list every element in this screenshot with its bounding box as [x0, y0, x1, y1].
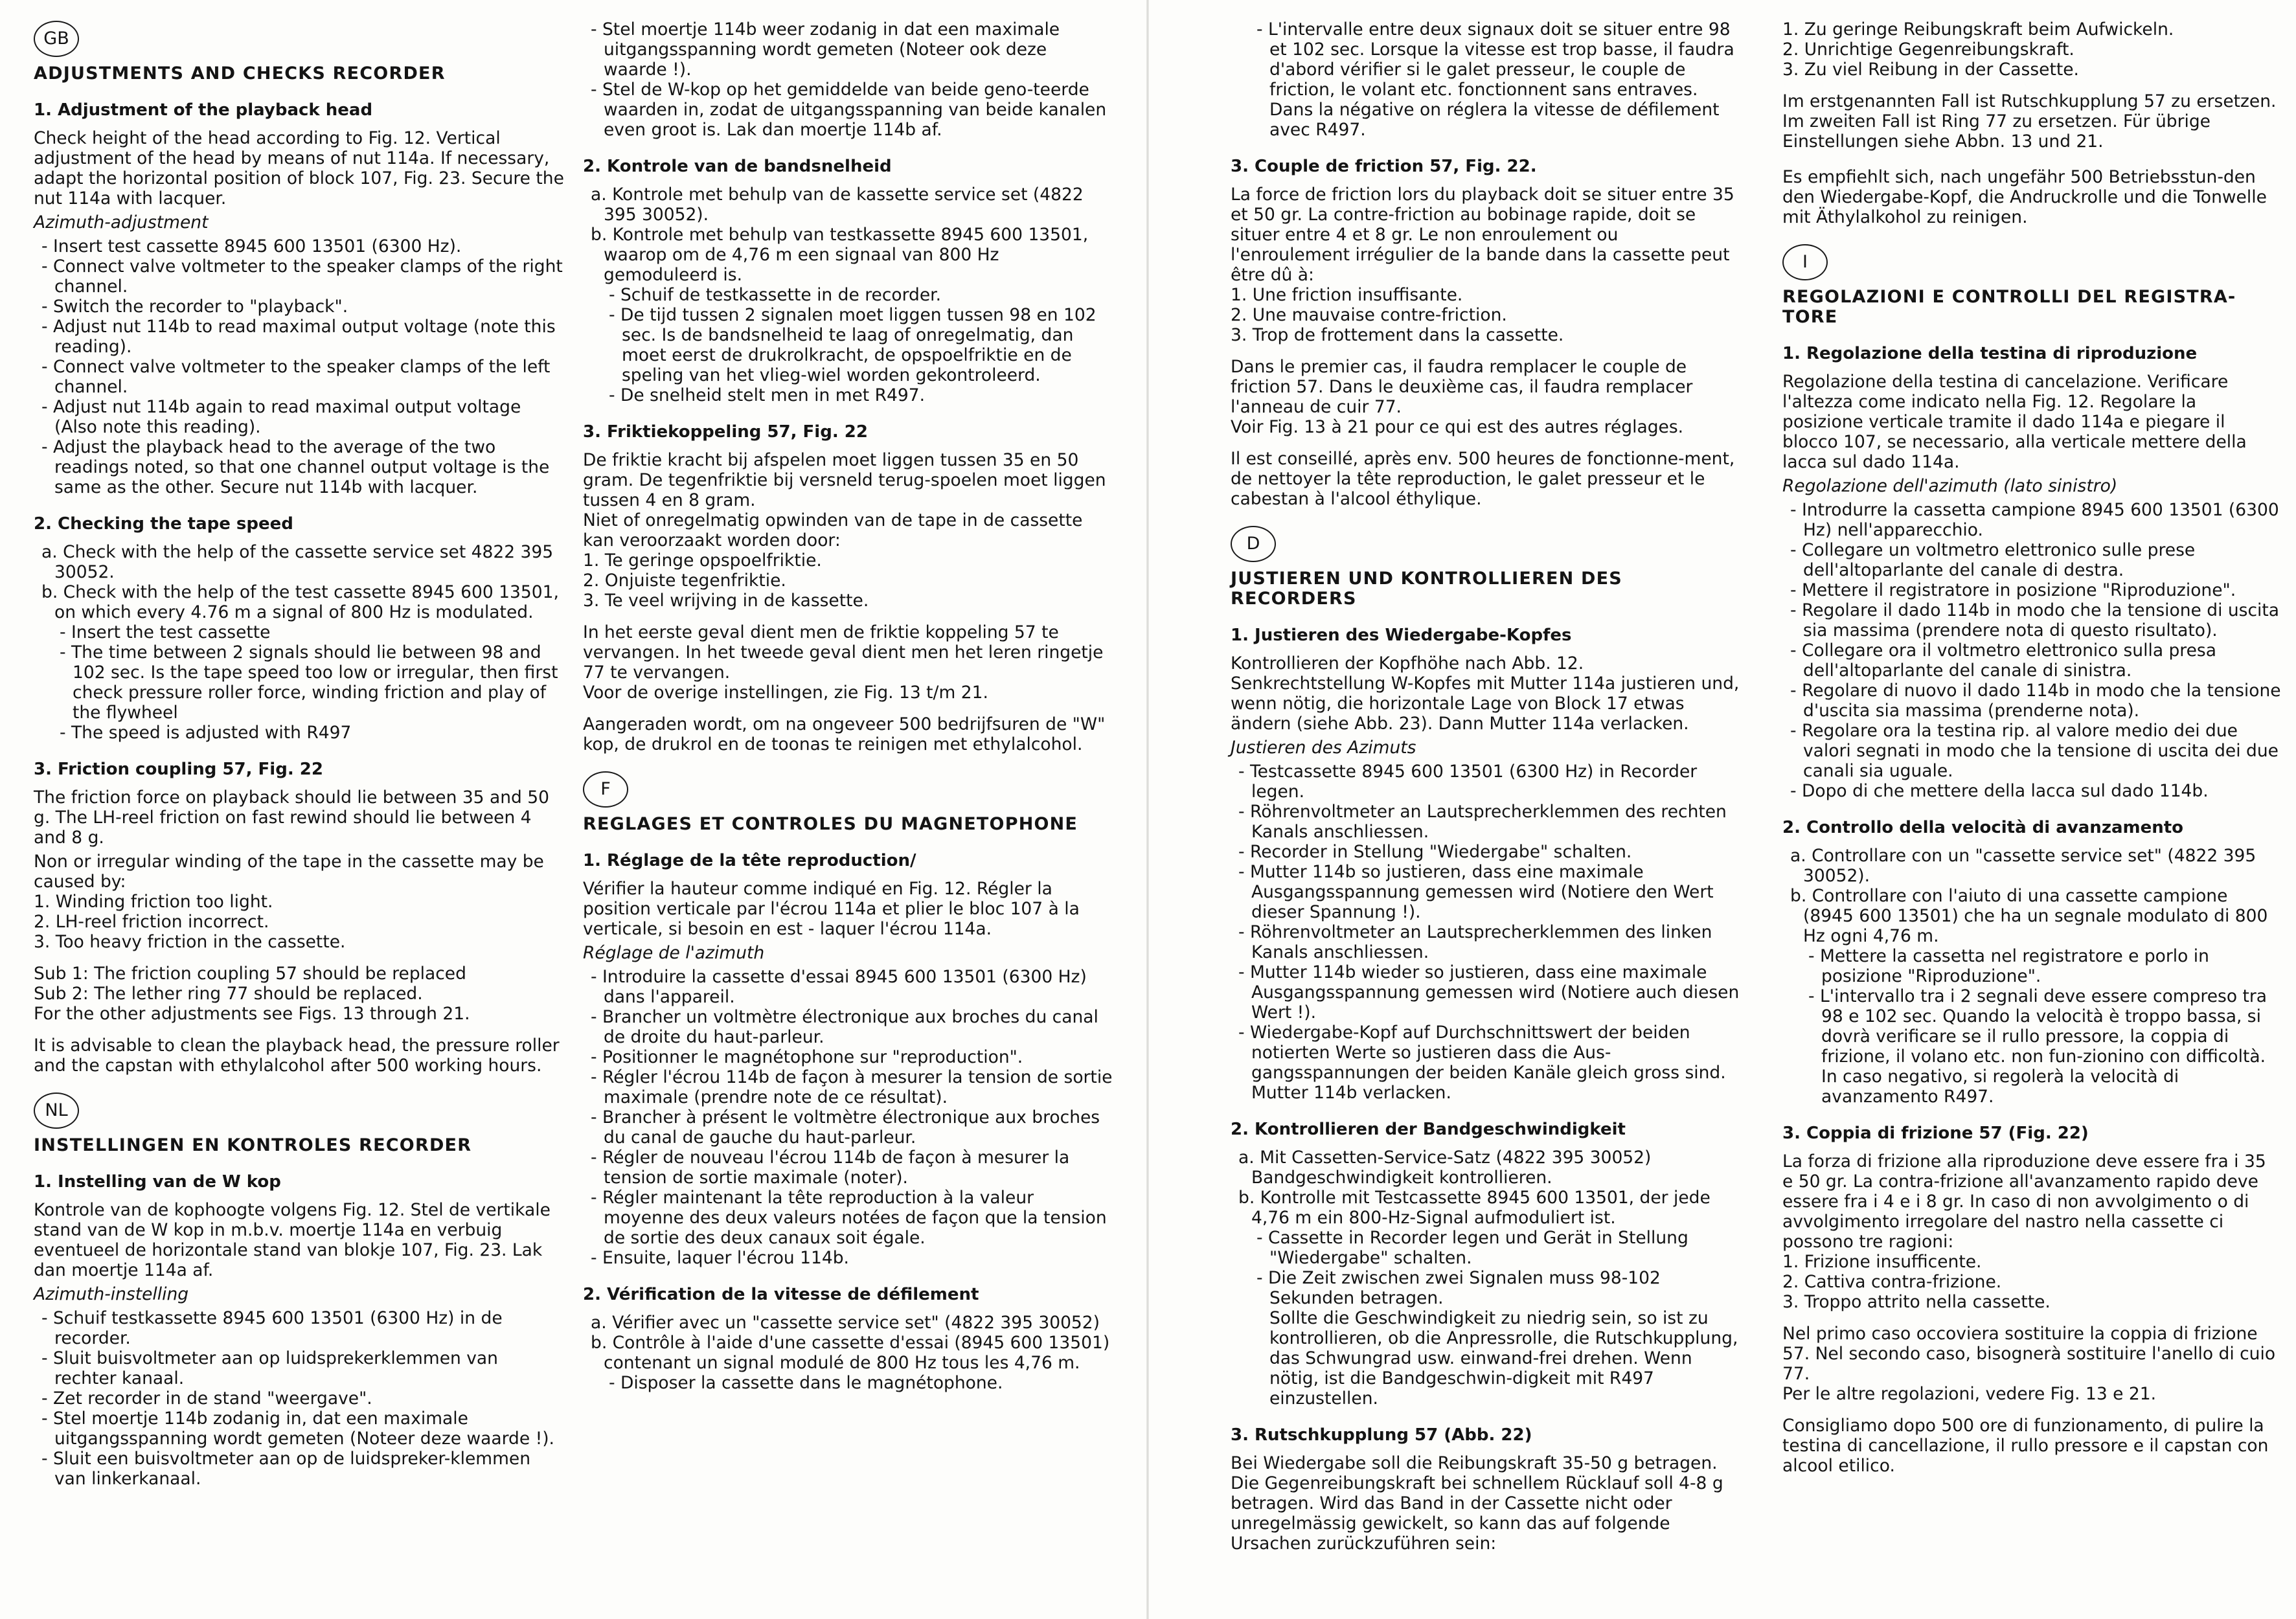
- heading-f-1: 1. Réglage de la tête reproduction/: [583, 851, 916, 870]
- heading-gb-3: 3. Friction coupling 57, Fig. 22: [34, 760, 323, 779]
- list-item: - Mettere la cassetta nel registratore e porlo in posizione "Riproduzione".: [1808, 946, 2209, 986]
- list-item: - Ensuite, laquer l'écrou 114b.: [591, 1248, 849, 1268]
- list-item: 3. Zu viel Reibung in der Cassette.: [1782, 60, 2079, 80]
- list-item: - Adjust nut 114b again to read maximal output voltage (Also note this reading).: [41, 397, 521, 437]
- list-item: - Switch the recorder to "playback".: [41, 297, 348, 317]
- list-item: - Testcassette 8945 600 13501 (6300 Hz) in Recorder legen.: [1238, 762, 1698, 802]
- heading-i-1: 1. Regolazione della testina di riproduzione: [1782, 344, 2198, 363]
- paragraph: Kontrole van de kophoogte volgens Fig. 12. Stel de vertikale stand van de W kop in m.b.v. moertje 114a en verbuig eventueel de horizontale stand van blokje 107, Fig. 23. Lak dan moertje 114a af.: [34, 1200, 551, 1280]
- list-item: 1. Winding friction too light.: [34, 892, 273, 912]
- list-item: - Stel moertje 114b zodanig in, dat een maximale uitgangsspanning wordt gemeten (Noteer deze waarde !).: [41, 1409, 554, 1449]
- paragraph: It is advisable to clean the playback head, the pressure roller and the capstan with ethylalcohol after 500 working hours.: [34, 1036, 560, 1076]
- list-item: - Brancher un voltmètre électronique aux broches du canal de droite du haut-parleur.: [591, 1007, 1098, 1047]
- heading-f-2: 2. Vérification de la vitesse de défilement: [583, 1285, 979, 1304]
- section-title-i: REGOLAZIONI E CONTROLLI DEL REGISTRA-TORE: [1782, 287, 2236, 327]
- list-item: - Stel de W-kop op het gemiddelde van beide geno-teerde waarden in, zodat de uitgangsspanning van beide kanalen even groot is. Lak dan moertje 114b af.: [591, 80, 1107, 140]
- list-item: - Mettere il registratore in posizione "Riproduzione".: [1790, 580, 2236, 600]
- paragraph: Voor de overige instellingen, zie Fig. 13 t/m 21.: [583, 683, 988, 703]
- list-item: - The time between 2 signals should lie between 98 and 102 sec. Is the tape speed too low or irregular, then first check pressure roller force, winding friction and play of the flywheel: [60, 642, 558, 723]
- list-item: - The speed is adjusted with R497: [60, 723, 352, 743]
- paragraph: For the other adjustments see Figs. 13 through 21.: [34, 1004, 470, 1024]
- paragraph: Sub 1: The friction coupling 57 should be replaced: [34, 964, 466, 984]
- list-item: - Regolare di nuovo il dado 114b in modo che la tensione d'uscita sia massima (prenderne nota).: [1790, 681, 2281, 721]
- list-item: 1. Frizione insufficente.: [1782, 1252, 1982, 1272]
- list-item: - Adjust the playback head to the average of the two readings noted, so that one channel output voltage is the same as the other. Secure nut 114b with lacquer.: [41, 437, 550, 497]
- list-item: 2. Une mauvaise contre-friction.: [1231, 305, 1507, 325]
- list-item: - Introdurre la cassetta campione 8945 600 13501 (6300 Hz) nell'apparecchio.: [1790, 500, 2279, 540]
- subheading: Justieren des Azimuts: [1231, 738, 1416, 758]
- list-item: - Regolare il dado 114b in modo che la tensione di uscita sia massima (prendere nota di questo risultato).: [1790, 600, 2280, 640]
- paragraph: Consigliamo dopo 500 ore di funzionamento, di pulire la testina di cancellazione, il rullo pressore e il capstan con alcool etilico.: [1782, 1416, 2269, 1476]
- list-item: - Régler de nouveau l'écrou 114b de façon à mesurer la tension de sortie maximale (noter).: [591, 1148, 1070, 1188]
- list-item: 2. LH-reel friction incorrect.: [34, 912, 269, 932]
- list-item: 2. Onjuiste tegenfriktie.: [583, 571, 786, 591]
- column-4: [1782, 19, 2281, 1480]
- heading-nl-3: 3. Friktiekoppeling 57, Fig. 22: [583, 422, 868, 442]
- language-badge-f: F: [583, 771, 628, 808]
- language-badge-i: I: [1782, 244, 1828, 280]
- paragraph: Es empfiehlt sich, nach ungefähr 500 Betriebsstun-den den Wiedergabe-Kopf, die Andruckrolle und die Tonwelle mit Äthylalkohol zu reinigen.: [1782, 167, 2267, 227]
- paragraph: The friction force on playback should lie between 35 and 50 g. The LH-reel friction on fast rewind should lie between 4 and 8 g.: [34, 787, 549, 848]
- paragraph: Sub 2: The lether ring 77 should be replaced.: [34, 984, 423, 1004]
- list-item: - Schuif de testkassette in de recorder.: [609, 285, 942, 305]
- paragraph: Nel primo caso occoviera sostituire la coppia di frizione 57. Nel secondo caso, bisognerà sostituire l'anello di cuio 77.: [1782, 1324, 2276, 1384]
- list-item: - De snelheid stelt men in met R497.: [609, 385, 926, 405]
- column-2: [583, 19, 1114, 1393]
- language-badge-d: D: [1231, 526, 1276, 562]
- list-item: - Collegare un voltmetro elettronico sulle prese dell'altoparlante del canale di destra.: [1790, 540, 2196, 580]
- heading-d-2: 2. Kontrollieren der Bandgeschwindigkeit: [1231, 1120, 1626, 1139]
- list-item: - Disposer la cassette dans le magnétophone.: [609, 1373, 1003, 1393]
- list-item: - Régler l'écrou 114b de façon à mesurer la tension de sortie maximale (prendre note de ce résultat).: [591, 1067, 1113, 1107]
- paragraph: Im erstgenannten Fall ist Rutschkupplung 57 zu ersetzen. Im zweiten Fall ist Ring 77 zu ersetzen. Für übrige Einstellungen siehe Abbn. 13 und 21.: [1782, 91, 2277, 152]
- paragraph: Per le altre regolazioni, vedere Fig. 13 e 21.: [1782, 1384, 2157, 1404]
- list-item: - Sluit een buisvoltmeter aan op de luidspreker-klemmen van linkerkanaal.: [41, 1449, 531, 1489]
- list-item: a. Mit Cassetten-Service-Satz (4822 395 30052) Bandgeschwindigkeit kontrollieren.: [1238, 1148, 1652, 1188]
- list-item: - Mutter 114b so justieren, dass eine maximale Ausgangsspannung gemessen wird (Notiere den Wert dieser Spannung !).: [1238, 862, 1714, 922]
- list-item: - Recorder in Stellung "Wiedergabe" schalten.: [1238, 842, 1632, 862]
- heading-gb-1: 1. Adjustment of the playback head: [34, 100, 373, 120]
- section-title-d: JUSTIEREN UND KONTROLLIEREN DES RECORDERS: [1231, 569, 1622, 609]
- list-item: - Collegare ora il voltmetro elettronico sulla presa dell'altoparlante del canale di sinistra.: [1790, 640, 2216, 681]
- language-badge-gb: GB: [34, 21, 79, 57]
- paragraph: Niet of onregelmatig opwinden van de tape in de cassette kan veroorzaakt worden door:: [583, 510, 1083, 550]
- paragraph: Check height of the head according to Fig. 12. Vertical adjustment of the head by means of nut 114a. If necessary, adapt the horizontal position of block 107, Fig. 23. Secure the nut 114a with lacquer.: [34, 128, 564, 209]
- paragraph: Kontrollieren der Kopfhöhe nach Abb. 12. Senkrechtstellung W-Kopfes mit Mutter 114a justieren und, wenn nötig, die horizontale Lage von Block 17 etwas ändern (siehe Abb. 23). Dann Mutter 114a verlacken.: [1231, 653, 1740, 734]
- list-item: 3. Troppo attrito nella cassette.: [1782, 1292, 2051, 1312]
- list-item: - Adjust nut 114b to read maximal output voltage (note this reading).: [41, 317, 556, 357]
- paragraph: In het eerste geval dient men de friktie koppeling 57 te vervangen. In het tweede geval dient men het leren ringetje 77 te vervangen.: [583, 622, 1104, 683]
- list-item: - Die Zeit zwischen zwei Signalen muss 98-102 Sekunden betragen.: [1256, 1268, 1661, 1308]
- list-item: b. Kontrole met behulp van testkassette 8945 600 13501, waarop om de 4,76 m een signaal van 800 Hz gemoduleerd is.: [591, 225, 1089, 285]
- paragraph: Voir Fig. 13 à 21 pour ce qui est des autres réglages.: [1231, 417, 1684, 437]
- list-item: - Röhrenvoltmeter an Lautsprecherklemmen des rechten Kanals anschliessen.: [1238, 802, 1727, 842]
- column-3: [1231, 19, 1742, 1557]
- list-item: b. Controllare con l'aiuto di una cassette campione (8945 600 13501) che ha un segnale modulato di 800 Hz ogni 4,76 m.: [1790, 886, 2268, 946]
- paragraph: Regolazione della testina di cancelazione. Verificare l'altezza come indicato nella Fig. 12. Regolare la posizione verticale tramite il dado 114a e piegare il blocco 107, se necessario, alla verticale mettere della lacca sul dado 114a.: [1782, 372, 2247, 472]
- list-item: - De tijd tussen 2 signalen moet liggen tussen 98 en 102 sec. Is de bandsnelheid te laag of onregelmatig, dan moet eerst de drukrolkracht, de opspoelfriktie en de speling van het vlieg-wiel worden gekontroleerd.: [609, 305, 1097, 385]
- paragraph: De friktie kracht bij afspelen moet liggen tussen 35 en 50 gram. De tegenfriktie bij versneld terug-spoelen moet liggen tussen 4 en 8 gram.: [583, 450, 1106, 510]
- heading-gb-2: 2. Checking the tape speed: [34, 514, 293, 534]
- column-1: [34, 19, 565, 1489]
- list-item: b. Check with the help of the test cassette 8945 600 13501, on which every 4.76 m a signal of 800 Hz is modulated.: [41, 582, 559, 622]
- list-item: - Régler maintenant la tête reproduction à la valeur moyenne des deux valeurs notées de façon que la tension de sortie des deux canaux soit égale.: [591, 1188, 1107, 1248]
- subheading: Azimuth-adjustment: [34, 212, 209, 232]
- list-item: - Dopo di che mettere della lacca sul dado 114b.: [1790, 781, 2209, 801]
- list-item: - Sluit buisvoltmeter aan op luidsprekerklemmen van rechter kanaal.: [41, 1348, 498, 1388]
- heading-d-1: 1. Justieren des Wiedergabe-Kopfes: [1231, 626, 1572, 645]
- list-item: b. Contrôle à l'aide d'une cassette d'essai (8945 600 13501) contenant un signal modulé de 800 Hz tous les 4,76 m.: [591, 1333, 1110, 1373]
- list-item: 1. Zu geringe Reibungskraft beim Aufwickeln.: [1782, 19, 2174, 40]
- subheading: Réglage de l'azimuth: [583, 943, 765, 963]
- list-item: - Brancher à présent le voltmètre électronique aux broches du canal de gauche du haut-parleur.: [591, 1107, 1100, 1148]
- paragraph: Sollte die Geschwindigkeit zu niedrig sein, so ist zu kontrollieren, ob die Anpressrolle, die Rutschkupplung, das Schwungrad usw. einwand-frei drehen. Wenn nötig, ist die Bandgeschwin-digkeit mit R497 einzustellen.: [1269, 1308, 1738, 1409]
- list-item: - Connect valve voltmeter to the speaker clamps of the left channel.: [41, 357, 551, 397]
- list-item: - Positionner le magnétophone sur "reproduction".: [591, 1047, 1023, 1067]
- list-item: - Introduire la cassette d'essai 8945 600 13501 (6300 Hz) dans l'appareil.: [591, 967, 1087, 1007]
- list-item: - Röhrenvoltmeter an Lautsprecherklemmen des linken Kanals anschliessen.: [1238, 922, 1712, 962]
- list-item: a. Vérifier avec un "cassette service set" (4822 395 30052): [591, 1313, 1100, 1333]
- paragraph: Aangeraden wordt, om na ongeveer 500 bedrijfsuren de "W" kop, de drukrol en de toonas te reinigen met ethylalcohol.: [583, 714, 1106, 754]
- subheading: Regolazione dell'azimuth (lato sinistro): [1782, 476, 2118, 496]
- list-item: 2. Unrichtige Gegenreibungskraft.: [1782, 40, 2074, 60]
- list-item: 3. Te veel wrijving in de kassette.: [583, 591, 869, 611]
- list-item: b. Kontrolle mit Testcassette 8945 600 13501, der jede 4,76 m ein 800-Hz-Signal aufmoduliert ist.: [1238, 1188, 1711, 1228]
- list-item: - Zet recorder in de stand "weergave".: [41, 1388, 372, 1409]
- section-title-nl: INSTELLINGEN EN KONTROLES RECORDER: [34, 1135, 472, 1155]
- list-item: - Stel moertje 114b weer zodanig in dat een maximale uitgangsspanning wordt gemeten (Noteer ook deze waarde !).: [591, 19, 1060, 80]
- heading-nl-2: 2. Kontrole van de bandsnelheid: [583, 157, 892, 176]
- heading-i-2: 2. Controllo della velocità di avanzamento: [1782, 818, 2184, 837]
- list-item: 1. Une friction insuffisante.: [1231, 285, 1463, 305]
- paragraph: Dans le premier cas, il faudra remplacer le couple de friction 57. Dans le deuxième cas, il faudra remplacer l'anneau de cuir 77.: [1231, 357, 1693, 417]
- language-badge-nl: NL: [34, 1093, 79, 1129]
- section-title-f: REGLAGES ET CONTROLES DU MAGNETOPHONE: [583, 814, 1078, 834]
- list-item: - L'intervalle entre deux signaux doit se situer entre 98 et 102 sec. Lorsque la vitesse est trop basse, il faudra d'abord vérifier si le galet presseur, le couple de friction, le volant etc. fonctionnent sans entraves. Dans la négative on réglera la vitesse de défilement avec R497.: [1256, 19, 1734, 140]
- heading-f-3: 3. Couple de friction 57, Fig. 22.: [1231, 157, 1537, 176]
- list-item: a. Kontrole met behulp van de kassette service set (4822 395 30052).: [591, 185, 1084, 225]
- paragraph: La force de friction lors du playback doit se situer entre 35 et 50 gr. La contre-friction au bobinage rapide, doit se situer entre 4 et 8 gr. Le non enroulement ou l'enroulement irrégulier de la bande dans la cassette peut être dû à:: [1231, 185, 1734, 285]
- list-item: - Mutter 114b wieder so justieren, dass eine maximale Ausgangsspannung gemessen wird (Notiere auch diesen Wert !).: [1238, 962, 1740, 1023]
- list-item: - Regolare ora la testina rip. al valore medio dei due valori segnati in modo che la tensione di uscita dei due canali sia uguale.: [1790, 721, 2279, 781]
- list-item: 2. Cattiva contra-frizione.: [1782, 1272, 2002, 1292]
- paragraph: Non or irregular winding of the tape in the cassette may be caused by:: [34, 852, 544, 892]
- right-page: [1148, 0, 2296, 1619]
- list-item: a. Controllare con un "cassette service set" (4822 395 30052).: [1790, 846, 2256, 886]
- section-title-gb: ADJUSTMENTS AND CHECKS RECORDER: [34, 63, 446, 84]
- list-item: - Cassette in Recorder legen und Gerät in Stellung "Wiedergabe" schalten.: [1256, 1228, 1688, 1268]
- list-item: 1. Te geringe opspoelfriktie.: [583, 550, 822, 571]
- list-item: - Insert test cassette 8945 600 13501 (6300 Hz).: [41, 236, 462, 256]
- list-item: - Schuif testkassette 8945 600 13501 (6300 Hz) in de recorder.: [41, 1308, 503, 1348]
- list-item: 3. Too heavy friction in the cassette.: [34, 932, 346, 952]
- list-item: - Wiedergabe-Kopf auf Durchschnittswert der beiden notierten Werte so justieren dass die Aus-gangsspannungen der beiden Kanäle gleich gross sind. Mutter 114b verlacken.: [1238, 1023, 1726, 1103]
- paragraph: Il est conseillé, après env. 500 heures de fonctionne-ment, de nettoyer la tête reproduction, le galet presseur et le cabestan à l'alcool éthylique.: [1231, 449, 1735, 509]
- heading-d-3: 3. Rutschkupplung 57 (Abb. 22): [1231, 1425, 1532, 1445]
- list-item: - L'intervallo tra i 2 segnali deve essere compreso tra 98 e 102 sec. Quando la velocità è troppo bassa, si dovrà verificare se il rullo pressore, la coppia di frizione, il volano etc. non fun-zionino con difficoltà. In caso negativo, si regolerà la velocità di avanzamento R497.: [1808, 986, 2267, 1107]
- list-item: a. Check with the help of the cassette service set 4822 395 30052.: [41, 542, 554, 582]
- list-item: - Insert the test cassette: [60, 622, 271, 642]
- heading-nl-1: 1. Instelling van de W kop: [34, 1172, 281, 1192]
- list-item: - Connect valve voltmeter to the speaker clamps of the right channel.: [41, 256, 563, 297]
- list-item: 3. Trop de frottement dans la cassette.: [1231, 325, 1564, 345]
- paragraph: Vérifier la hauteur comme indiqué en Fig. 12. Régler la position verticale par l'écrou 114a et plier le bloc 107 à la verticale, si besoin en est - laquer l'écrou 114a.: [583, 879, 1080, 939]
- paragraph: La forza di frizione alla riproduzione deve essere fra i 35 e 50 gr. La contra-frizione all'avanzamento rapido deve essere fra i 4 e i 8 gr. In caso di non avvolgimento o di avvolgimento irregolare del nastro nella cassette ci possono tre ragioni:: [1782, 1151, 2266, 1252]
- paragraph: Bei Wiedergabe soll die Reibungskraft 35-50 g betragen. Die Gegenreibungskraft bei schnellem Rücklauf soll 4-8 g betragen. Wird das Band in der Cassette nicht oder unregelmässig gewickelt, so kann das auf folgende Ursachen zurückzuführen sein:: [1231, 1453, 1723, 1554]
- heading-i-3: 3. Coppia di frizione 57 (Fig. 22): [1782, 1124, 2089, 1143]
- subheading: Azimuth-instelling: [34, 1284, 189, 1304]
